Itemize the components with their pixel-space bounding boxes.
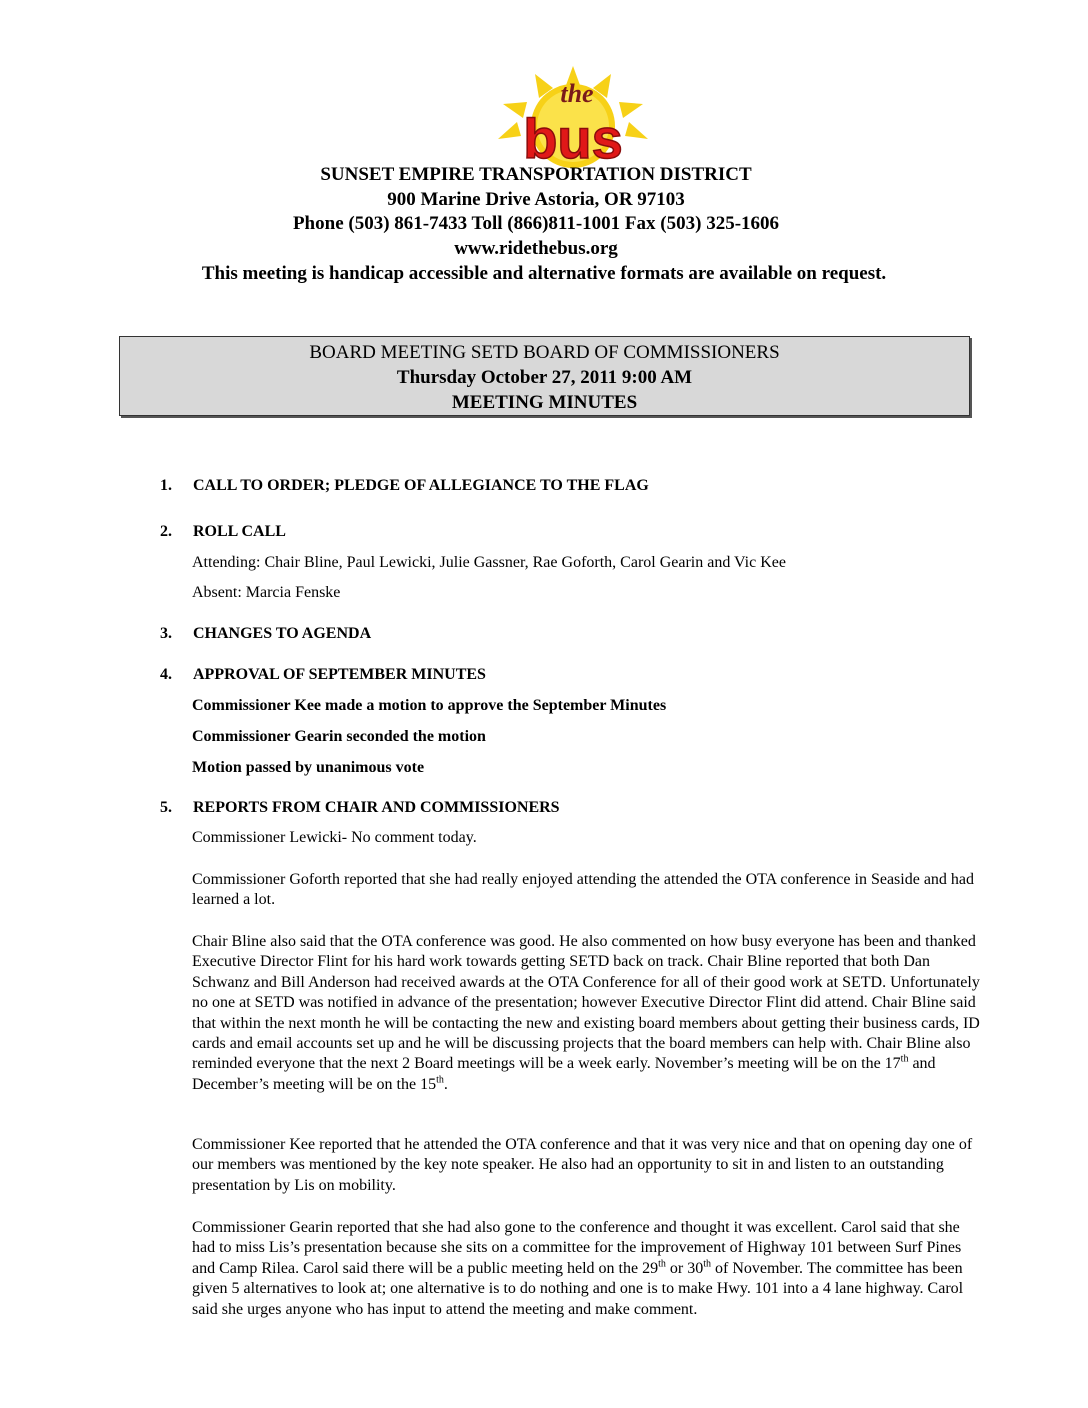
gearin-text-end: of November. The committee has been given 5 alternatives to look at; one alternative is to do nothing and one is to make Hwy. 101 into a 4 lane highway. Carol said she urges anyone who has input to attend the meeting and make comment. xyxy=(192,1259,964,1318)
roll-call-absent: Absent: Marcia Fenske xyxy=(192,584,341,601)
org-name: SUNSET EMPIRE TRANSPORTATION DISTRICT xyxy=(320,164,752,185)
org-website: www.ridethebus.org xyxy=(454,238,618,259)
roll-call-attending: Attending: Chair Bline, Paul Lewicki, Julie Gassner, Rae Goforth, Carol Gearin and Vic Kee xyxy=(192,554,786,571)
org-address: 900 Marine Drive Astoria, OR 97103 xyxy=(387,189,685,210)
gearin-ordinal-1: th xyxy=(658,1258,666,1270)
agenda-number: 5. xyxy=(160,799,172,816)
accessibility-note: This meeting is handicap accessible and alternative formats are available on request. xyxy=(201,263,887,284)
bline-ordinal-1: th xyxy=(900,1054,909,1066)
agenda-number: 3. xyxy=(160,625,172,642)
gearin-text: Commissioner Gearin reported that she had also gone to the conference and thought it was excellent. Carol said that she had to miss Lis’s presentation because she sits on a committee for the improvement of Highway 101 between Surf Pines and Camp Rilea. Carol said there will be a public meeting held on the xyxy=(192,1219,962,1277)
meeting-date: Thursday October 27, 2011 9:00 AM xyxy=(396,367,693,388)
bline-date-november: 17 xyxy=(884,1055,901,1073)
agenda-number: 4. xyxy=(160,666,172,683)
agenda-title: ROLL CALL xyxy=(193,523,286,540)
meeting-header-box xyxy=(119,336,970,416)
approval-result: Motion passed by unanimous vote xyxy=(192,759,425,776)
report-gearin xyxy=(192,1218,982,1320)
gearin-text-or: or 30 xyxy=(665,1259,704,1277)
the-bus-logo xyxy=(493,64,653,172)
agenda-number: 1. xyxy=(160,477,172,494)
meeting-minutes-title: MEETING MINUTES xyxy=(451,392,638,413)
gearin-ordinal-2: th xyxy=(703,1258,711,1270)
agenda-title: REPORTS FROM CHAIR AND COMMISSIONERS xyxy=(193,799,560,816)
bline-text: Chair Bline also said that the OTA conference was good. He also commented on how busy everyone has been and thanked Executive Director Flint for his hard work towards getting SETD back on track. Chair Bline reported that both Dan Schwanz and Bill Anderson had received awards at the OTA Conference for all of their good work at SETD. Unfortunately no one at SETD was notified in advance of the presentation; however Executive Director Flint did attend. Chair Bline said that within the next month he will be contacting the new and existing board members about getting their business cards, ID cards and email accounts set up and he will be discussing projects that the board members can help with. Chair Bline also reminded everyone that the next 2 Board meetings will be a week early. November’s meeting will be on the xyxy=(192,933,980,1073)
report-kee: Commissioner Kee reported that he attended the OTA conference and that it was very nice and that on opening day one of our members was mentioned by the key note speaker. He also had an opportunity to sit in and listen to an outstanding presentation by Lis on mobility. xyxy=(192,1136,973,1194)
report-lewicki: Commissioner Lewicki- No comment today. xyxy=(192,829,477,846)
approval-motion: Commissioner Kee made a motion to approve the September Minutes xyxy=(192,697,667,714)
agenda-title: CALL TO ORDER; PLEDGE OF ALLEGIANCE TO THE FLAG xyxy=(193,477,649,494)
agenda-title: CHANGES TO AGENDA xyxy=(193,625,372,642)
org-phones: Phone (503) 861-7433 Toll (866)811-1001 Fax (503) 325-1606 xyxy=(292,213,780,234)
logo-the-text: the xyxy=(560,79,594,108)
approval-second: Commissioner Gearin seconded the motion xyxy=(192,728,486,745)
bline-ordinal-2: th xyxy=(436,1074,444,1086)
logo-bus-text: bus xyxy=(523,107,623,170)
agenda-title: APPROVAL OF SEPTEMBER MINUTES xyxy=(193,666,486,683)
report-bline xyxy=(192,932,982,1095)
bline-text-end: . xyxy=(443,1075,448,1093)
sun-logo-icon xyxy=(493,64,653,172)
meeting-board-line: BOARD MEETING SETD BOARD OF COMMISSIONERS xyxy=(309,342,780,363)
agenda-number: 2. xyxy=(160,523,172,540)
report-goforth: Commissioner Goforth reported that she had really enjoyed attending the attended the OTA conference in Seaside and had learned a lot. xyxy=(192,871,975,909)
gearin-date-1: 29 xyxy=(642,1259,659,1277)
bline-text-mid: and December’s meeting will be on the 15 xyxy=(192,1055,936,1093)
